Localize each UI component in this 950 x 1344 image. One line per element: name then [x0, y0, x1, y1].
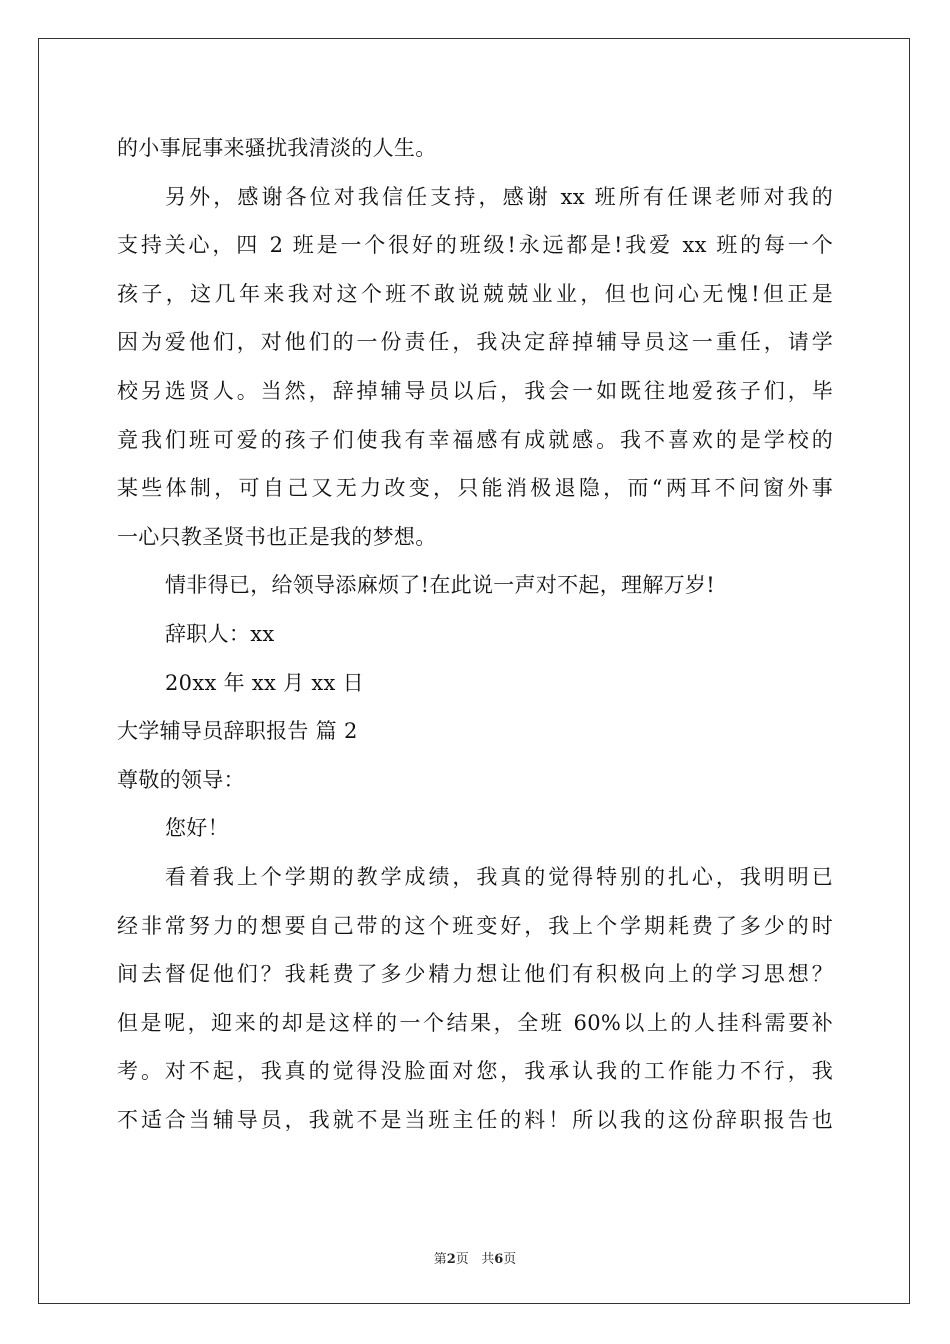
page-prefix: 第	[433, 1252, 447, 1267]
date-line: 20xx 年 xx 月 xx 日	[165, 670, 364, 695]
text-line: 另外，感谢各位对我信任支持，感谢 xx 班所有任课老师对我的	[165, 184, 833, 209]
text-line: 支持关心，四 2 班是一个很好的班级!永远都是!我爱 xx 班的每一个	[117, 233, 833, 258]
page-number: 2	[446, 1252, 456, 1267]
text-line: 竟我们班可爱的孩子们使我有幸福感有成就感。我不喜欢的是学校的	[117, 427, 833, 452]
section-heading: 大学辅导员辞职报告 篇 2	[117, 719, 358, 744]
text-line: 的小事屁事来骚扰我清淡的人生。	[117, 136, 437, 160]
text-line: 孩子，这几年来我对这个班不敢说兢兢业业，但也问心无愧!但正是	[117, 281, 833, 306]
signature-line: 辞职人：xx	[165, 621, 275, 646]
salutation: 尊敬的领导：	[117, 767, 245, 792]
total-pages: 6	[494, 1252, 504, 1267]
text-line: 经非常努力的想要自己带的这个班变好，我上个学期耗费了多少的时	[117, 913, 833, 938]
document-body	[117, 124, 833, 1144]
text-line: 间去督促他们？我耗费了多少精力想让他们有积极向上的学习思想？	[117, 962, 833, 987]
text-line: 但是呢，迎来的却是这样的一个结果，全班 60%以上的人挂科需要补	[117, 1010, 833, 1035]
page-footer	[0, 1248, 950, 1267]
text-line: 一心只教圣贤书也正是我的梦想。	[117, 524, 437, 549]
text-line: 情非得已，给领导添麻烦了!在此说一声对不起，理解万岁!	[165, 573, 715, 598]
total-prefix: 共	[481, 1252, 495, 1267]
page-suffix: 页	[455, 1252, 469, 1267]
text-line: 校另选贤人。当然，辞掉辅导员以后，我会一如既往地爱孩子们，毕	[117, 378, 833, 403]
greeting: 您好！	[165, 816, 229, 841]
text-line: 因为爱他们，对他们的一份责任，我决定辞掉辅导员这一重任，请学	[117, 330, 833, 355]
text-line: 不适合当辅导员，我就不是当班主任的料！所以我的这份辞职报告也	[117, 1107, 833, 1132]
text-line: 考。对不起，我真的觉得没脸面对您，我承认我的工作能力不行，我	[117, 1059, 833, 1084]
total-suffix: 页	[503, 1252, 517, 1267]
text-line: 看着我上个学期的教学成绩，我真的觉得特别的扎心，我明明已	[165, 864, 833, 889]
text-line: 某些体制，可自己又无力改变，只能消极退隐，而“两耳不问窗外事	[117, 476, 833, 501]
